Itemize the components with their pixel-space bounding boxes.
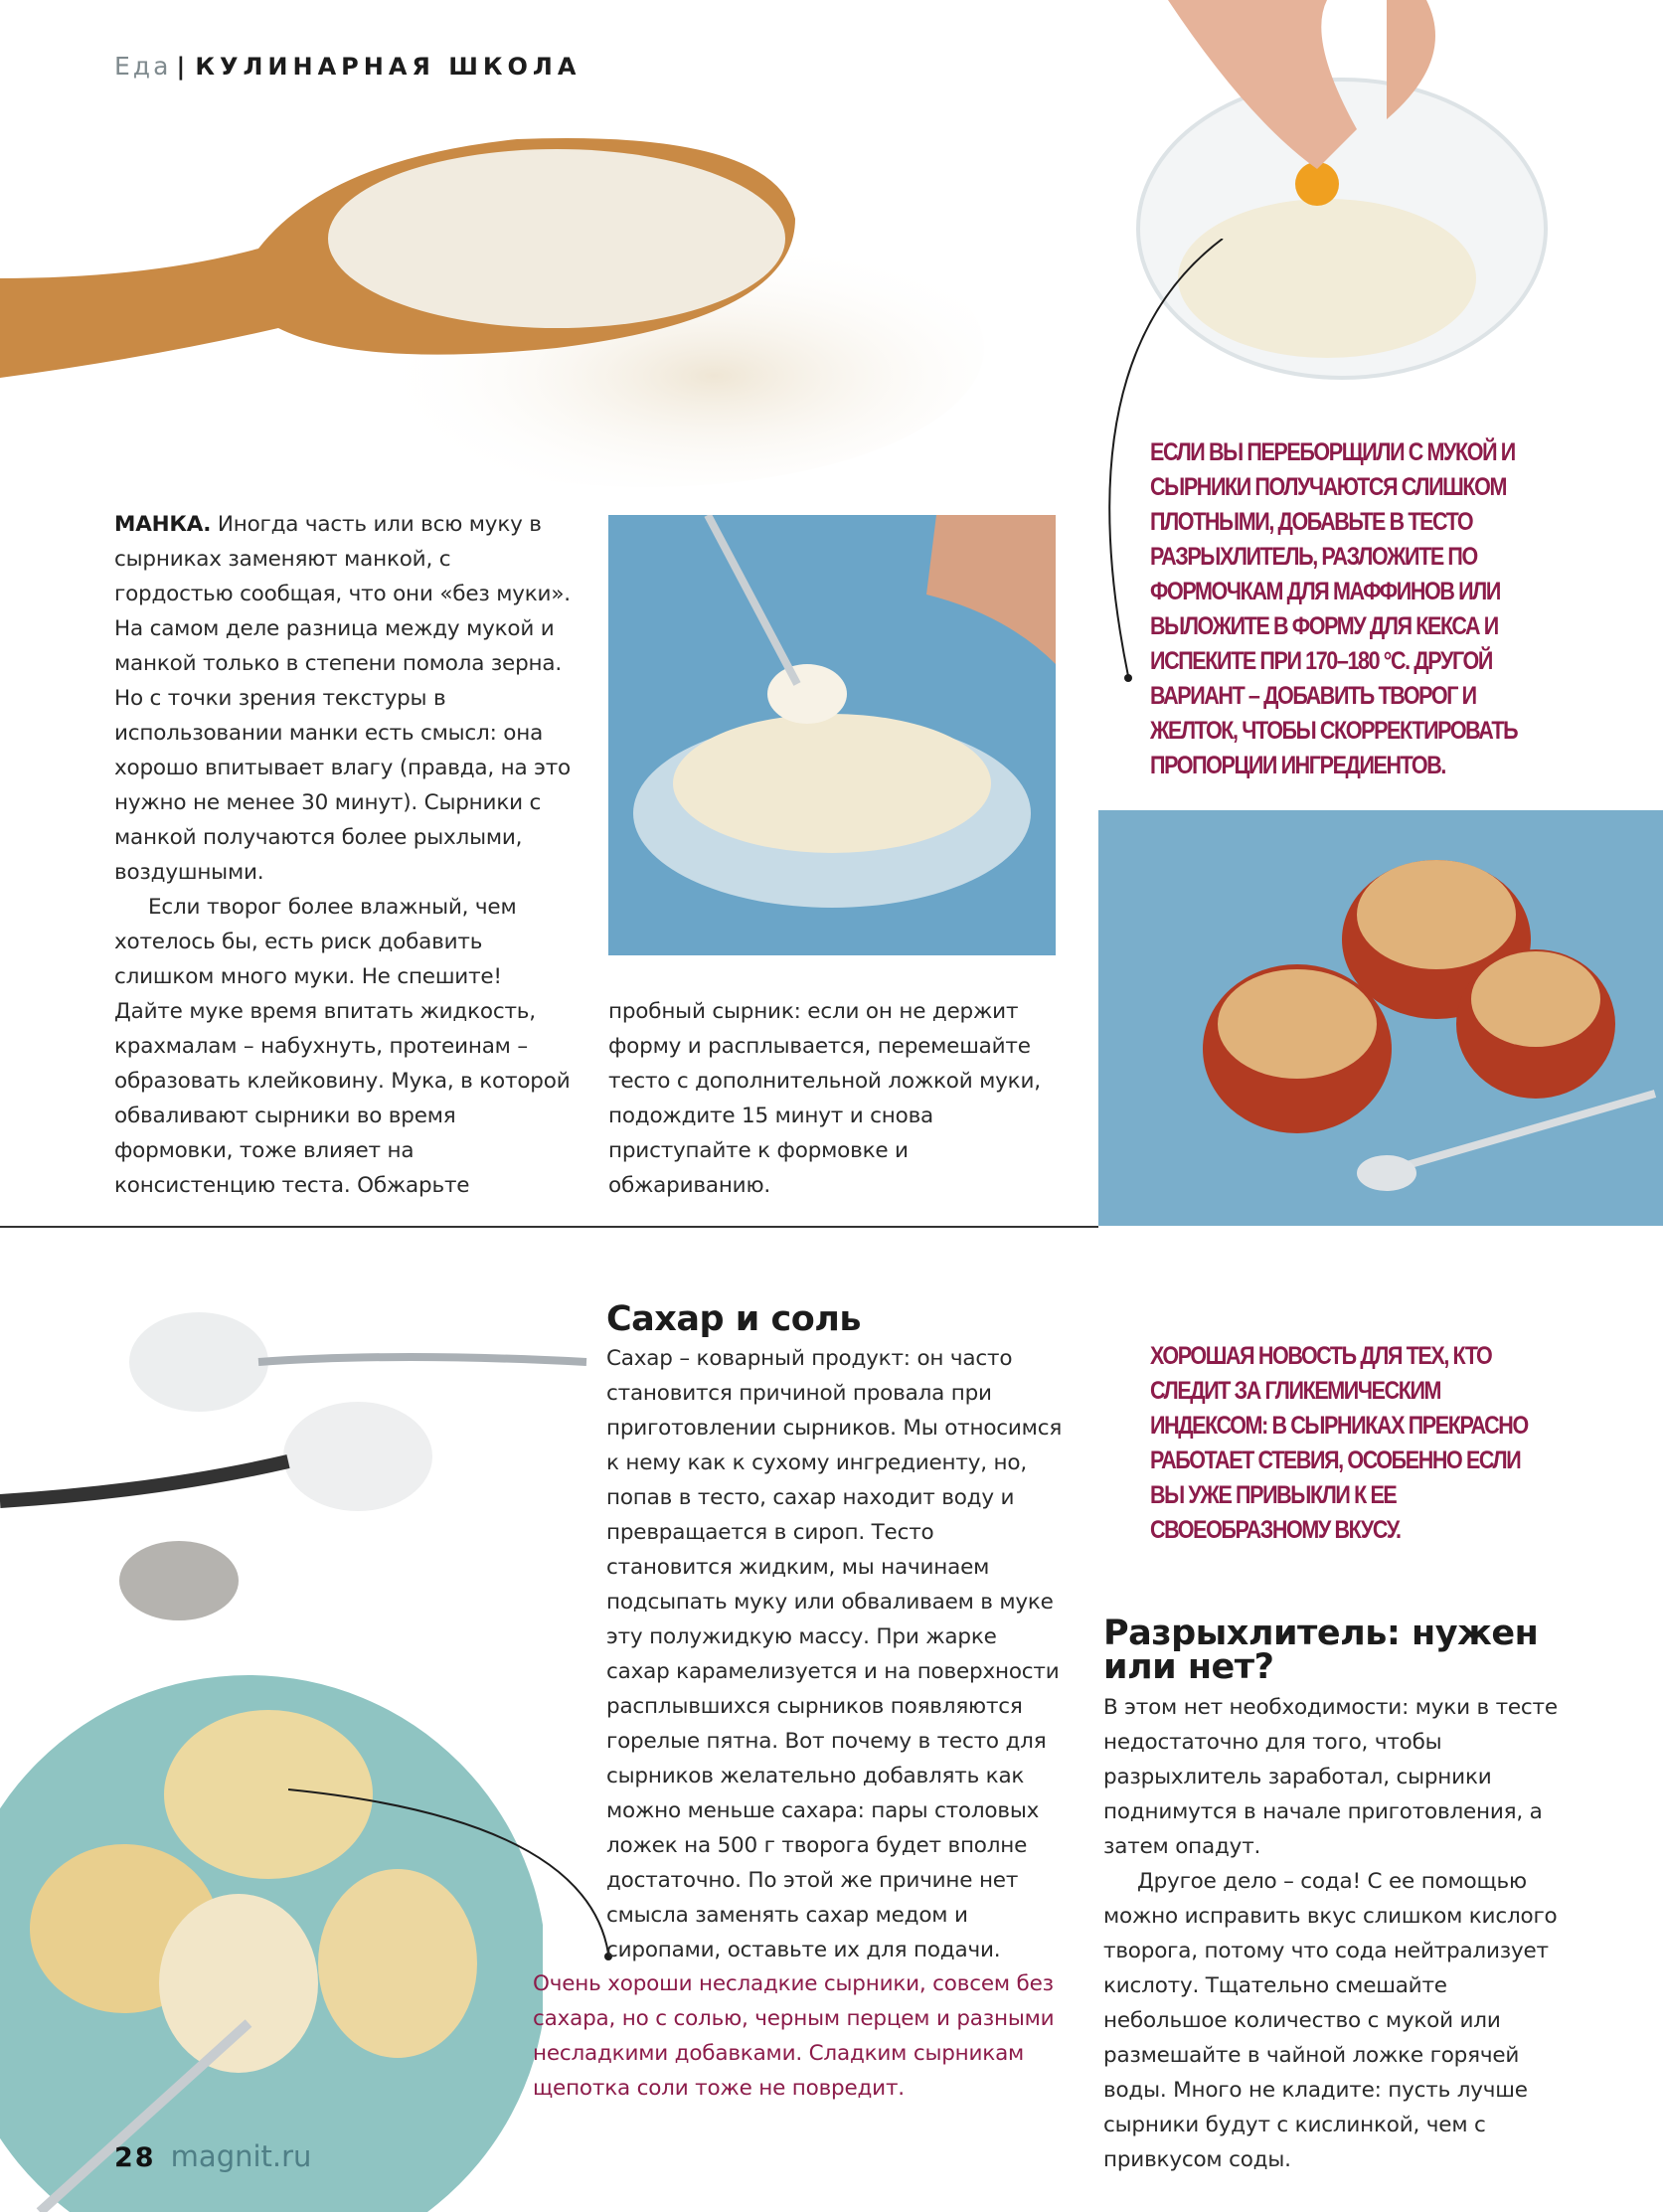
page-footer	[114, 2139, 311, 2173]
manka-paragraph-3: пробный сырник: если он не держит форму и расплывается, перемешайте тесто с дополнительной ложкой муки, подождите 15 минут и снова приступайте к формовке и обжариванию.	[608, 999, 1041, 1198]
page-number: 28	[114, 2142, 156, 2173]
rubric-label: КУЛИНАРНАЯ ШКОЛА	[195, 53, 582, 81]
section-label: Еда	[114, 52, 172, 81]
semolina-spoon-photo	[0, 99, 994, 497]
flour-bowl-photo	[608, 515, 1056, 955]
section-divider	[0, 1226, 1098, 1228]
running-header	[114, 52, 581, 81]
leavening-title: Разрыхлитель: нужен или нет?	[1103, 1614, 1539, 1687]
manka-column	[114, 507, 572, 1203]
header-separator: |	[176, 53, 191, 81]
callout-stevia: ХОРОШАЯ НОВОСТЬ ДЛЯ ТЕХ, КТО СЛЕДИТ ЗА ГЛИКЕМИЧЕСКИМ ИНДЕКСОМ: В СЫРНИКАХ ПРЕКРАСНО РАБОТАЕТ СТЕВИЯ, ОСОБЕННО ЕСЛИ ВЫ УЖЕ ПРИВЫКЛИ К ЕЕ СВОЕОБРАЗНОМУ ВКУСУ.	[1150, 1342, 1528, 1544]
manka-lead: МАНКА.	[114, 512, 212, 537]
caption-arrow	[288, 1780, 626, 1968]
leavening-paragraph-1: В этом нет необходимости: муки в тесте недостаточно для того, чтобы разрыхлитель заработал, сырники поднимутся в начале приготовления, а затем опадут.	[1103, 1695, 1558, 1859]
leavening-text	[1103, 1690, 1561, 2177]
photo-caption: Очень хороши несладкие сырники, совсем без сахара, но с солью, черным перцем и разными несладкими добавками. Сладким сырникам щепотка соли тоже не повредит.	[533, 1971, 1055, 2101]
sugar-title: Сахар и соль	[606, 1299, 862, 1339]
site-link[interactable]: magnit.ru	[170, 2139, 312, 2173]
salt-sugar-pepper-photo	[0, 1263, 596, 1660]
callout-too-much-flour: ЕСЛИ ВЫ ПЕРЕБОРЩИЛИ С МУКОЙ И СЫРНИКИ ПОЛУЧАЮТСЯ СЛИШКОМ ПЛОТНЫМИ, ДОБАВЬТЕ В ТЕСТО РАЗРЫХЛИТЕЛЬ, РАЗЛОЖИТЕ ПО ФОРМОЧКАМ ДЛЯ МАФФИНОВ ИЛИ ВЫЛОЖИТЕ В ФОРМУ ДЛЯ КЕКСА И ИСПЕКИТЕ ПРИ 170–180 °С. ДРУГОЙ ВАРИАНТ – ДОБАВИТЬ ТВОРОГ И ЖЕЛТОК, ЧТОБЫ СКОРРЕКТИРОВАТЬ ПРОПОРЦИИ ИНГРЕДИЕНТОВ.	[1150, 438, 1518, 779]
manka-paragraph-2: Если творог более влажный, чем хотелось бы, есть риск добавить слишком много муки. Не спешите! Дайте муке время впитать жидкость, крахмалам – набухнуть, протеинам – образовать клейковину. Мука, в которой обваливают сырники во время формовки, тоже влияет на консистенцию теста. Обжарьте	[114, 895, 571, 1198]
manka-paragraph-1: Иногда часть или всю муку в сырниках заменяют манкой, с гордостью сообщая, что они «без муки». На самом деле разница между мукой и манкой только в степени помола зерна. Но с точки зрения текстуры в использовании манки есть смысл: она хорошо впитывает влагу (правда, на это нужно не менее 30 минут). Сырники с манкой получаются более рыхлыми, воздушными.	[114, 512, 572, 885]
sugar-text: Сахар – коварный продукт: он часто становится причиной провала при приготовлении сырников. Мы относимся к нему как к сухому ингредиенту, но, попав в тесто, сахар находит воду и превращается в сироп. Тесто становится жидким, мы начинаем подсыпать муку или обваливаем в муке эту полужидкую массу. При жарке сахар карамелизуется и на поверхности расплывшихся сырников появляются горелые пятна. Вот почему в тесто для сырников желательно добавлять как можно меньше сахара: пары столовых ложек на 500 г творога будет вполне достаточно. По этой же причине нет смысла заменять сахар медом и сиропами, оставьте их для подачи.	[606, 1346, 1063, 1962]
ramekins-photo	[1098, 810, 1663, 1226]
leavening-paragraph-2: Другое дело – сода! С ее помощью можно исправить вкус слишком кислого творога, потому что сода нейтрализует кислоту. Тщательно смешайте небольшое количество с мукой или размешайте в чайной ложке горячей воды. Много не кладите: пусть лучше сырники будут с кислинкой, чем с привкусом соды.	[1103, 1869, 1558, 2172]
